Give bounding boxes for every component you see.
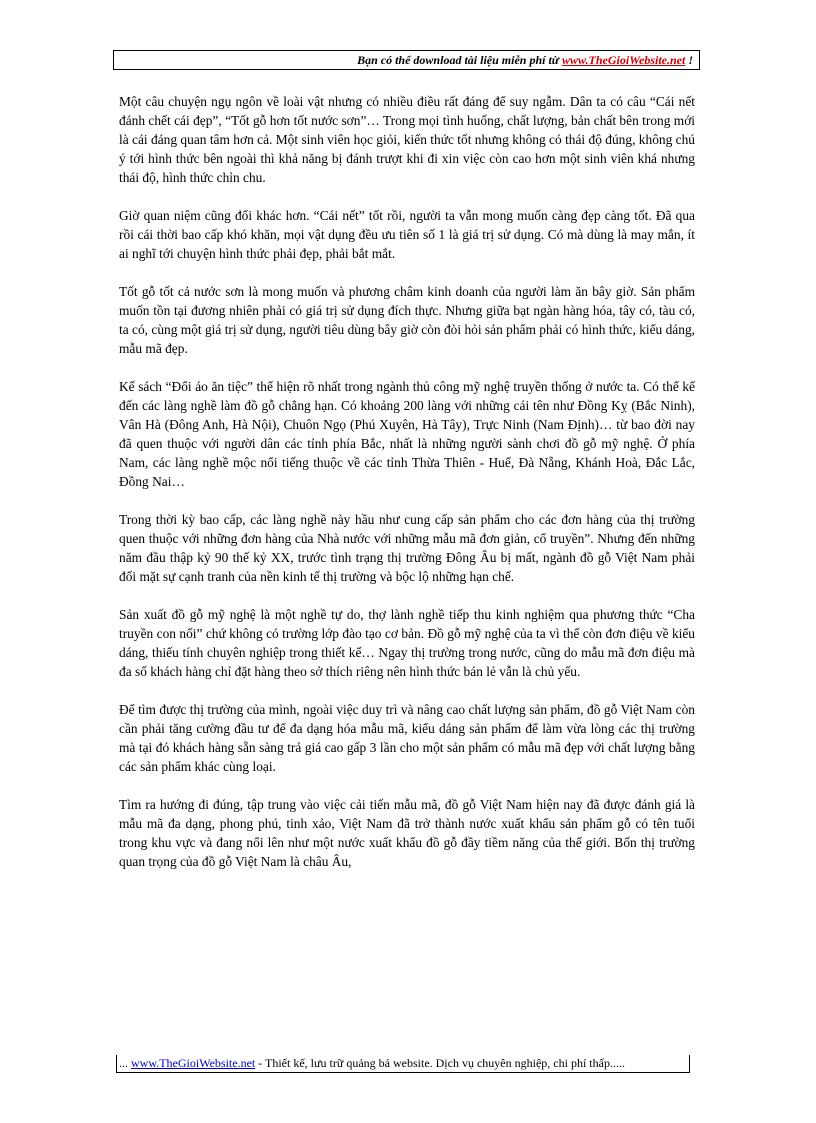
paragraph-2: Giờ quan niệm cũng đổi khác hơn. “Cái nết” tốt rồi, người ta vẫn mong muốn càng đẹp càng tốt. Đã qua rồi cái thời bao cấp khó khăn, mọi vật dụng đều ưu tiên số 1 là giá trị sử dụng. Có mà dùng là may mắn, ít ai nghĩ tới chuyện hình thức phải đẹp, phải bắt mắt. <box>119 208 695 261</box>
footer-banner <box>116 1055 690 1073</box>
paragraph-8: Tìm ra hướng đi đúng, tập trung vào việc cải tiến mẫu mã, đồ gỗ Việt Nam hiện nay đã được đánh giá là mẫu mã đa dạng, phong phú, tinh xảo, Việt Nam đã trở thành nước xuất khẩu sản phẩm gỗ có tên tuổi trong khu vực và đang nổi lên như một nước xuất khẩu đồ gỗ đầy tiềm năng của thế giới. Bốn thị trường quan trọng của đồ gỗ Việt Nam là châu Âu, <box>119 797 695 869</box>
header-website-link[interactable]: www.TheGioiWebsite.net <box>561 53 686 67</box>
header-banner <box>113 50 700 70</box>
footer-website-link[interactable]: www.TheGioiWebsite.net <box>131 1056 256 1070</box>
paragraph-5: Trong thời kỳ bao cấp, các làng nghề này hầu như cung cấp sản phẩm cho các đơn hàng của thị trường quen thuộc với những đơn hàng của Nhà nước với những mẫu mã đơn giản, cổ truyền”. Nhưng đến những năm đầu thập kỷ 90 thế kỷ XX, trước tình trạng thị trường Đông Âu bị mất, ngành đồ gỗ Việt Nam phải đối mặt sự cạnh tranh của nền kinh tế thị trường và bộc lộ những hạn chế. <box>119 512 695 584</box>
document-body <box>119 92 695 890</box>
header-prefix: Bạn có thể download tài liệu miễn phí từ <box>357 53 562 67</box>
paragraph-3: Tốt gỗ tốt cả nước sơn là mong muốn và phương châm kinh doanh của người làm ăn bây giờ. Sản phẩm muốn tồn tại đương nhiên phải có giá trị sử dụng đích thực. Nhưng giữa bạt ngàn hàng hóa, tây có, tàu có, ta có, cùng một giá trị sử dụng, người tiêu dùng bây giờ còn đòi hỏi sản phẩm phải có hình thức, kiểu dáng, mẫu mã đẹp. <box>119 284 695 356</box>
paragraph-6: Sản xuất đồ gỗ mỹ nghệ là một nghề tự do, thợ lành nghề tiếp thu kinh nghiệm qua phương thức “Cha truyền con nối” chứ không có trường lớp đào tạo cơ bản. Đồ gỗ mỹ nghệ của ta vì thế còn đơn điệu về kiểu dáng, thiếu tính chuyên nghiệp trong thiết kế… Ngay thị trường trong nước, cũng do mẫu mã đơn điệu mà đa số khách hàng chỉ đặt hàng theo sở thích riêng nên hình thức bán lẻ vẫn là chủ yếu. <box>119 607 695 679</box>
footer-prefix: ... <box>119 1056 131 1070</box>
paragraph-7: Để tìm được thị trường của mình, ngoài việc duy trì và nâng cao chất lượng sản phẩm, đồ gỗ Việt Nam còn cần phải tăng cường đầu tư để đa dạng hóa mẫu mã, kiểu dáng sản phẩm để làm vừa lòng các thị trường mà tại đó khách hàng sẵn sàng trả giá cao gấp 3 lần cho một sản phẩm có mẫu mã đẹp với chất lượng bằng các sản phẩm khác cùng loại. <box>119 702 695 774</box>
header-suffix: ! <box>685 53 693 67</box>
paragraph-1: Một câu chuyện ngụ ngôn về loài vật nhưng có nhiều điều rất đáng để suy ngẫm. Dân ta có câu “Cái nết đánh chết cái đẹp”, “Tốt gỗ hơn tốt nước sơn”… Trong mọi tình huống, chất lượng, bản chất bên trong mới là cái đáng quan tâm hơn cả. Một sinh viên học giỏi, kiến thức tốt nhưng không có thái độ đúng, không chú ý tới hình thức bên ngoài thì khả năng bị đánh trượt khi đi xin việc còn cao hơn một sinh viên khá nhưng thái độ, hình thức chỉn chu. <box>119 94 695 185</box>
paragraph-4: Kế sách “Đổi áo ăn tiệc” thể hiện rõ nhất trong ngành thủ công mỹ nghệ truyền thống ở nước ta. Có thể kể đến các làng nghề làm đồ gỗ chẳng hạn. Có khoảng 200 làng với những cái tên như Đồng Kỵ (Bắc Ninh), Vân Hà (Đông Anh, Hà Nội), Chuôn Ngọ (Phú Xuyên, Hà Tây), Trực Ninh (Nam Định)… từ bao đời nay đã quen thuộc với người dân các tỉnh phía Bắc, nhất là những người sành chơi đồ gỗ mỹ nghệ. Ở phía Nam, các làng nghề mộc nổi tiếng thuộc về các tỉnh Thừa Thiên - Huế, Đà Nẵng, Khánh Hoà, Đắc Lắc, Đồng Nai… <box>119 379 695 489</box>
footer-suffix: - Thiết kế, lưu trữ quảng bá website. Dịch vụ chuyên nghiệp, chi phí thấp..... <box>255 1056 625 1070</box>
